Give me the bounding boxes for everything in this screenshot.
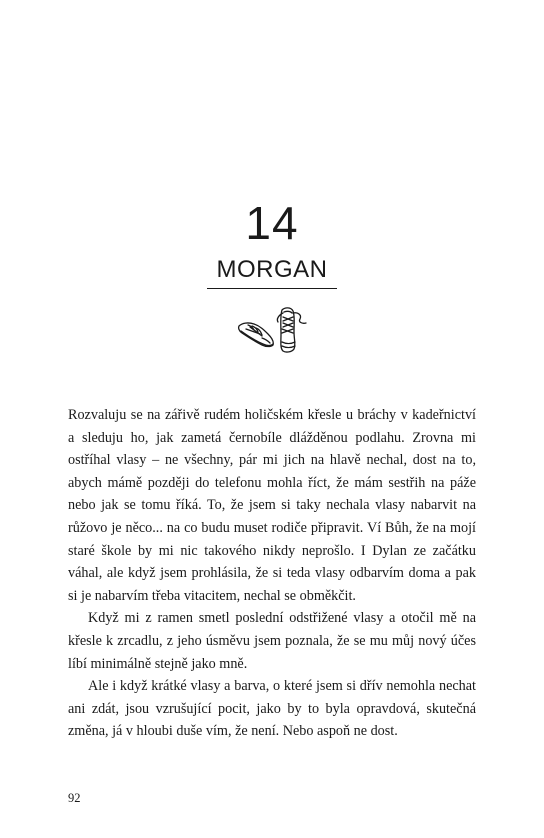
paragraph: Když mi z ramen smetl poslední odstřižené vlasy a otočil mě na křesle k zrcadlu, z jeho úsměvu jsem poznala, že se mu můj nový účes líbí minimálně stejně jako mně. [68, 610, 476, 672]
paragraph: Ale i když krátké vlasy a barva, o které jsem si dřív nemohla nechat ani zdát, jsou vzrušující pocit, jako by to byla opravdová, skutečná změna, já v hloubi duše vím, že není. Nebo aspoň ne dost. [68, 678, 476, 740]
title-underline [207, 288, 337, 289]
chapter-title: MORGAN [216, 256, 328, 283]
sneakers-icon [236, 304, 310, 356]
chapter-number: 14 [245, 197, 299, 249]
chapter-body [68, 404, 476, 743]
page-number: 92 [68, 791, 81, 805]
paragraph: Rozvaluju se na zářivě rudém holičském křesle u bráchy v kadeřnictví a sleduju ho, jak zametá černobíle dlážděnou podlahu. Zrovna mi ostříhal vlasy – ne všechny, pár mi jich na hlavě nechal, dost na to, abych mámě později do telefonu mohla říct, že mám sestřih na páže nebo jak se tomu říká. To, že jsem si taky nechala vlasy nabarvit na růžovo je něco... na co budu muset rodiče připravit. Ví Bůh, že na mojí staré škole by mi nic takového nikdy neprošlo. I Dylan ze začátku váhal, ale když jsem prohlásila, že si teda vlasy odbarvím doma a pak si je nabarvím třeba vitacitem, nechal se obměkčit. [68, 407, 476, 604]
